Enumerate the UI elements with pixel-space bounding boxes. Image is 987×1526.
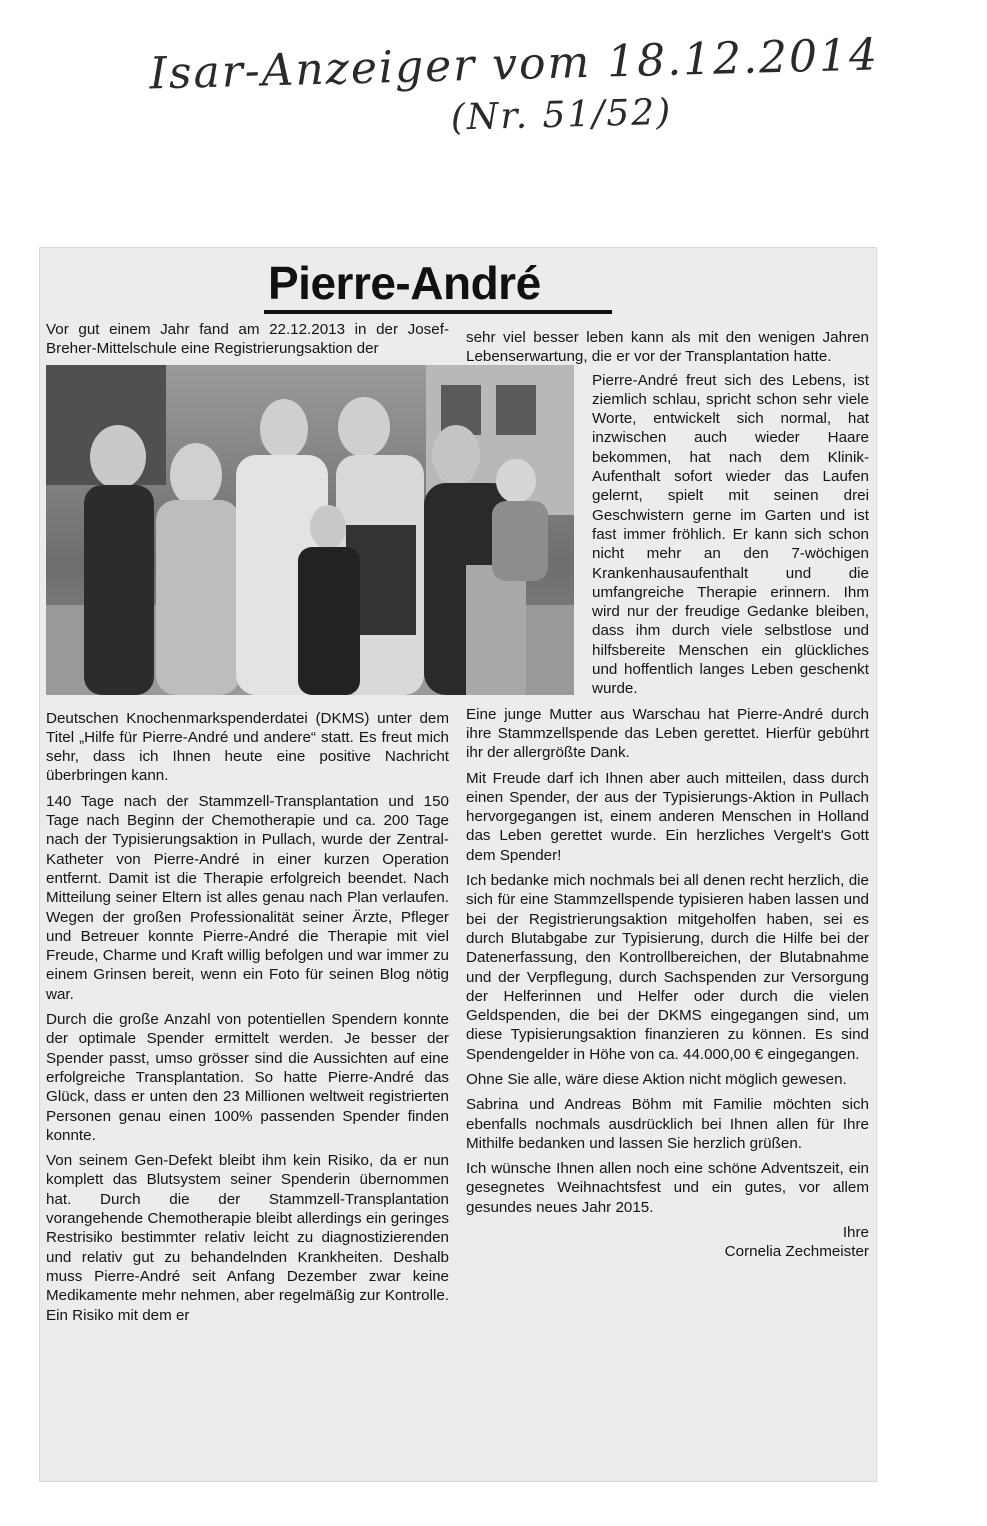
handwritten-issue-line: (Nr. 51/52)	[450, 91, 673, 139]
article-headline: Pierre-André	[268, 257, 541, 309]
paragraph-joy-of-life: Pierre-André freut sich des Lebens, ist ziemlich schlau, spricht schon sehr viele Worte, entwickelt sich normal, hat inzwischen auch wieder Haare bekommen, hat nach dem Klinik-Aufenthalt sofort wieder das Laufen gelernt, spielt mit seinen drei Geschwistern gerne im Garten und ist fast immer fröhlich. Er kann sich schon nicht mehr an den 7-wöchigen Krankenhausaufenthalt und die umfangreiche Therapie erinnern. Ihm wird nur der freudige Gedanke bleiben, dass ihm durch viele selbstlose und hilfsbereite Menschen ein glückliches und hoffentlich langes Leben geschenkt wurde.	[592, 371, 869, 698]
paragraph-therapy: 140 Tage nach der Stammzell-Transplantation und 150 Tage nach Beginn der Chemotherapie und ca. 200 Tage nach der Typisierungsaktion in Pullach, wurde der Zentral-Katheter von Pierre-André in einer kurzen Operation entfernt. Damit ist die Therapie erfolgreich beendet. Nach Mitteilung seiner Eltern ist alles genau nach Plan verlaufen. Wegen der großen Professionalität seiner Ärzte, Pfleger und Betreuer konnte Pierre-André die Therapie mit viel Freude, Charme und Kraft willig befolgen und war immer zu einem Grinsen bereit, wenn ein Foto für seinen Blog nötig war.	[46, 792, 449, 1003]
signoff: Ihre	[842, 1224, 869, 1242]
paragraph-thanks: Ich bedanke mich nochmals bei all denen recht herzlich, die sich für eine Stammzellspende typisieren haben lassen und bei der Registrierungsaktion mitgeholfen haben, sei es durch Blutabgabe zur Typisierung, durch die Hilfe bei der Datenerfassung, den Kontrollbereichen, der Blutabnahme und der Verpflegung, durch Sachspenden zur Versorgung der Helferinnen und Helfer oder durch die vielen Geldspenden, die bei der DKMS eingegangen sind, um diese Typisierungsaktion finanzieren zu können. Es sind Spendengelder in Höhe von ca. 44.000,00 € eingegangen.	[466, 872, 869, 1063]
paragraph-donor: Durch die große Anzahl von potentiellen Spendern konnte der optimale Spender ermittelt werden. Je besser der Spender passt, umso grösser sind die Aussichten auf eine erfolgreiche Transplantation. So hatte Pierre-André das Glück, dass er unten den 23 Millionen weltweit registrierten Personen genau einen 100% passenden Spender finden konnte.	[46, 1011, 449, 1144]
paragraph-gene-defect: Von seinem Gen-Defekt bleibt ihm kein Risiko, da er nun komplett das Blutsystem seiner Spenderin übernommen hat. Durch die der Stammzell-Transplantation vorangehende Chemotherapie bleibt allerdings ein geringes Restrisiko bestimmter relativ leicht zu diagnostizierenden und relativ gut zu behandelnden Krankheiten. Deshalb muss Pierre-André seit Anfang Dezember zwar keine Medikamente mehr nehmen, aber regelmäßig zur Kontrolle. Ein Risiko mit dem er	[46, 1152, 449, 1324]
newspaper-clipping	[40, 248, 876, 1481]
right-column	[466, 328, 869, 1262]
paragraph-without-you: Ohne Sie alle, wäre diese Aktion nicht möglich gewesen.	[466, 1070, 847, 1088]
paragraph-holland: Mit Freude darf ich Ihnen aber auch mitteilen, dass durch einen Spender, der aus der Typisierungs-Aktion in Pullach hervorgegangen ist, einem anderen Menschen in Holland das Leben gerettet wurde. Ein herzliches Vergelt's Gott dem Spender!	[466, 769, 869, 864]
handwritten-source-line: Isar-Anzeiger vom 18.12.2014	[148, 29, 880, 100]
left-column	[46, 320, 449, 1331]
paragraph-intro: Vor gut einem Jahr fand am 22.12.2013 in der Josef-Breher-Mittelschule eine Registrierungsaktion der	[46, 321, 449, 358]
paragraph-family-thanks: Sabrina und Andreas Böhm mit Familie möchten sich ebenfalls nochmals ausdrücklich bei Ihnen allen für Ihre Mithilfe bedanken und lassen Sie herzlich grüßen.	[466, 1096, 869, 1152]
paragraph-continuation: sehr viel besser leben kann als mit den wenigen Jahren Lebenserwartung, die er vor der Transplantation hatte.	[466, 329, 869, 366]
paragraph-dkms: Deutschen Knochenmarkspenderdatei (DKMS) unter dem Titel „Hilfe für Pierre-André und andere“ statt. Es freut mich sehr, dass ich Ihnen heute eine positive Nachricht überbringen kann.	[46, 709, 449, 785]
author-name: Cornelia Zechmeister	[724, 1243, 869, 1261]
paragraph-season-greetings: Ich wünsche Ihnen allen noch eine schöne Adventszeit, ein gesegnetes Weihnachtsfest und ein gutes, vor allem gesundes neues Jahr 2015.	[466, 1160, 869, 1216]
headline-underline	[264, 310, 612, 314]
paragraph-warsaw-mother: Eine junge Mutter aus Warschau hat Pierre-André durch ihre Stammzellspende das Leben gerettet. Hierfür gebührt ihr der allergrößte Dank.	[466, 705, 869, 762]
handwritten-note	[149, 28, 951, 147]
